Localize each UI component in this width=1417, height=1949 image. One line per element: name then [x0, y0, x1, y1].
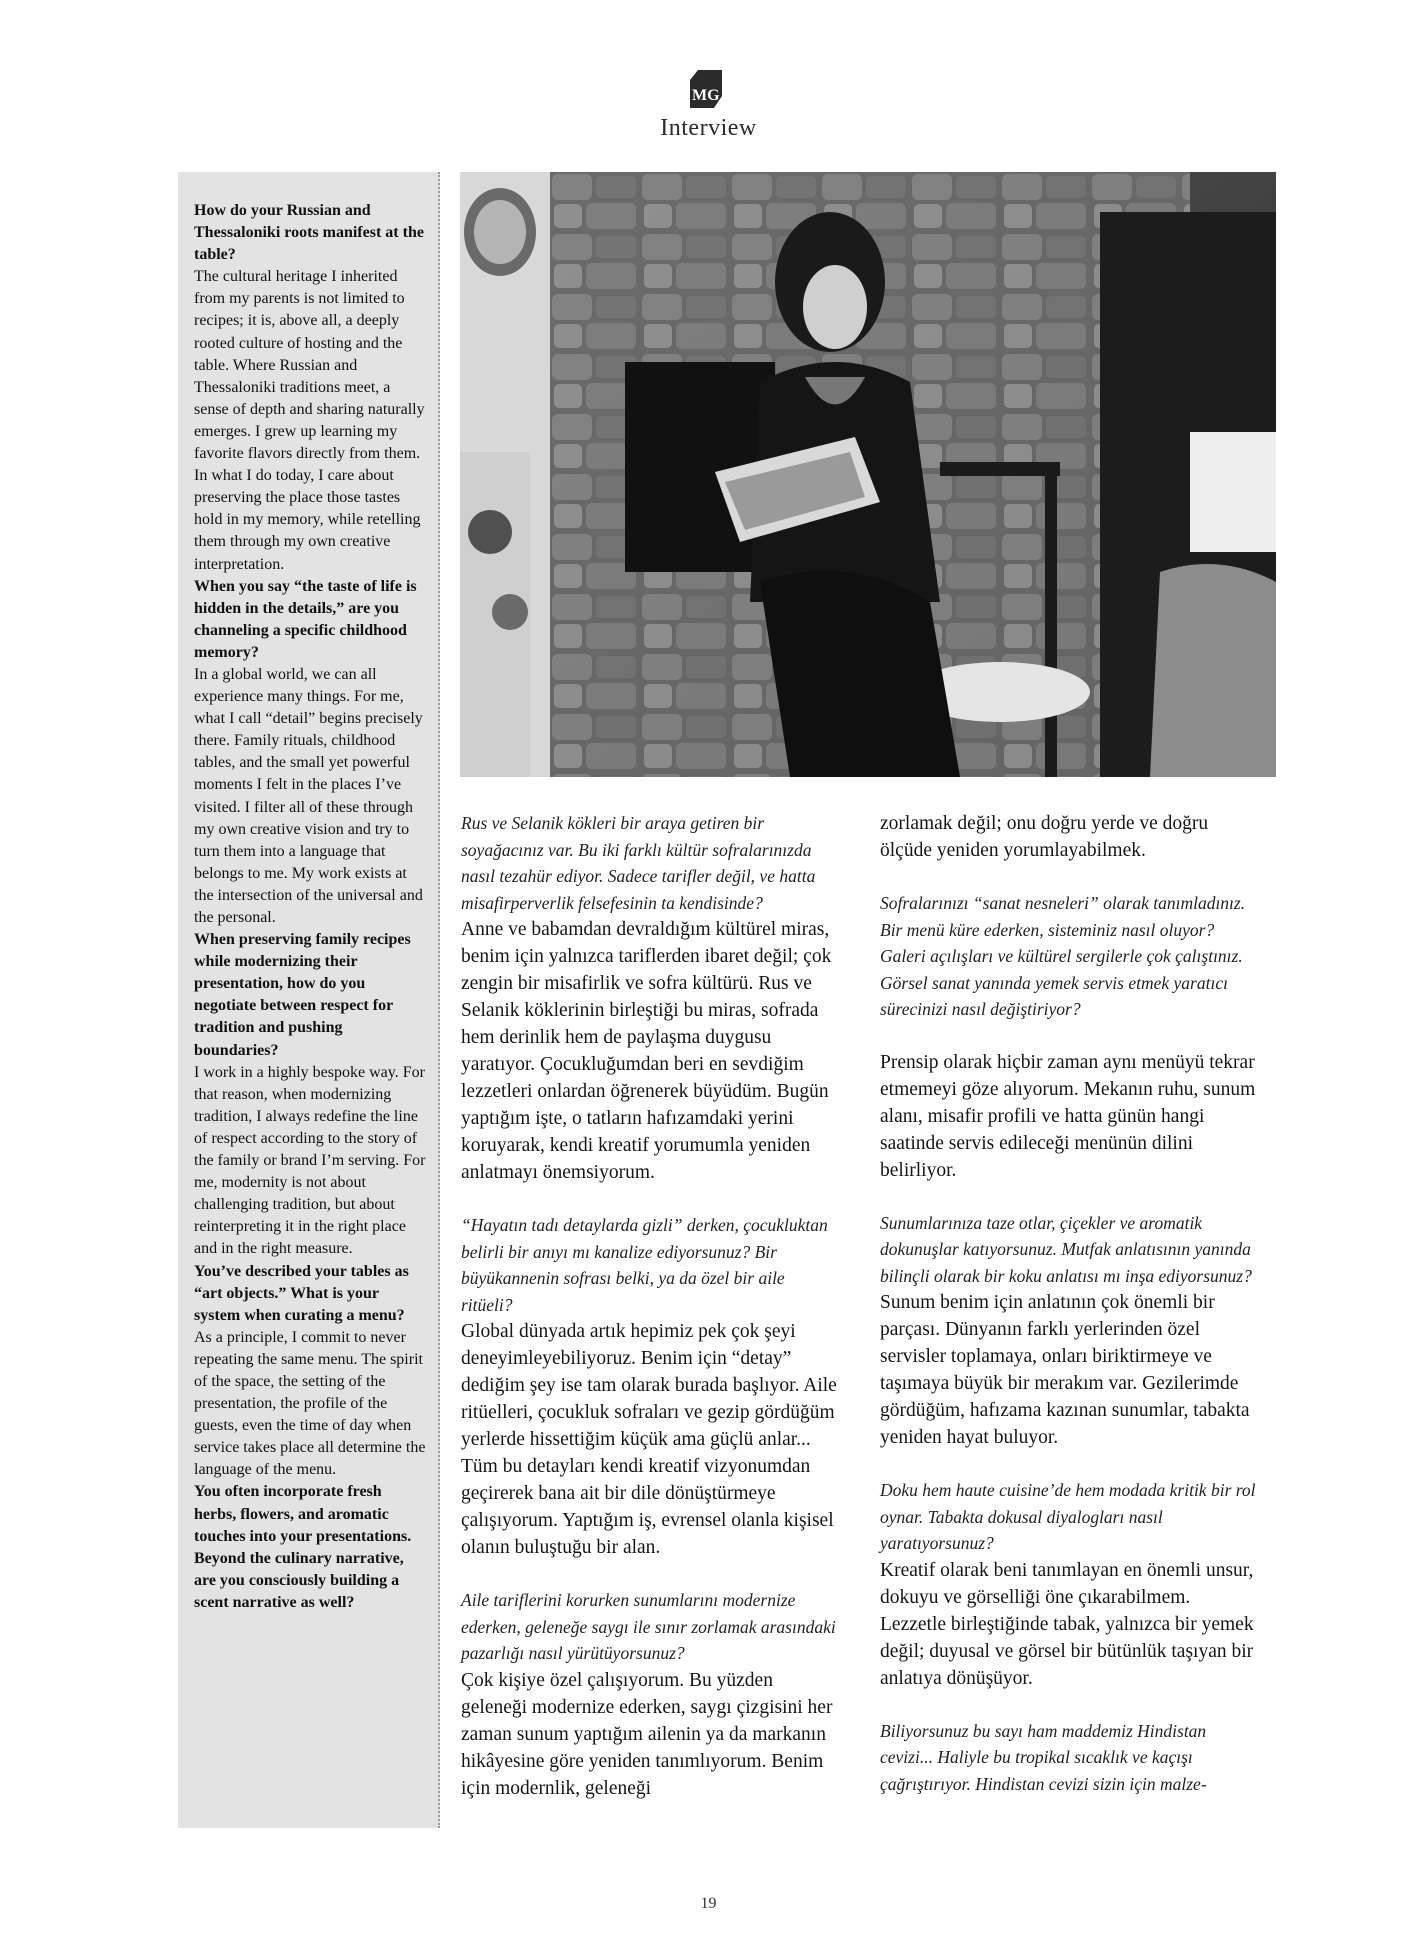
sidebar-answer: I work in a highly bespoke way. For that reason, when modernizing tradition, I always redefine the line of respect according to the story of the family or brand I’m serving. For me, modernity is not about challenging tradition, but about reinterpreting it in the right place and in the right measure.	[194, 1063, 426, 1258]
right-answer: zorlamak değil; onu doğru yerde ve doğru ölçüde yeniden yorumlayabilmek.	[880, 813, 1209, 861]
right-question: Biliyorsunuz bu sayı ham maddemiz Hindistan cevizi... Haliyle bu tropikal sıcaklık ve kaçışı çağrıştırıyor. Hindistan cevizi sizin için malze-	[880, 1720, 1207, 1794]
interview-photo	[460, 172, 1276, 777]
sidebar-answer: The cultural heritage I inherited from my parents is not limited to recipes; it is, above all, a deeply rooted culture of hosting and the table. Where Russian and Thessaloniki traditions meet, a sense of depth and sharing naturally emerges. I grew up learning my favorite flavors directly from them. In what I do today, I care about preserving the place those tastes hold in my memory, while retelling them through my own creative interpretation.	[194, 268, 425, 573]
left-answer: Anne ve babamdan devraldığım kültürel miras, benim için yalnızca tariflerden ibaret değil; çok zengin bir misafirlik ve sofra kültürü. Rus ve Selanik köklerinin birleştiği bu miras, sofrada hem derinlik hem de paylaşma duygusu yaratıyor. Çocukluğumdan beri en sevdiğim lezzetleri onlardan öğrenerek büyüdüm. Bugün yaptığım işte, o tatların hafızamdaki yerini koruyarak, kendi kreatif yorumumla yeniden anlatmayı önemsiyorum.	[461, 919, 832, 1183]
sidebar-question: When preserving family recipes while modernizing their presentation, how do you negotiate between respect for tradition and pushing boundaries?	[194, 931, 411, 1059]
spacer	[880, 864, 1258, 890]
left-question: Rus ve Selanik kökleri bir araya getiren bir soyağacınız var. Bu iki farklı kültür sofralarınızda nasıl tezahür ediyor. Sadece tarifler değil, ve hatta misafirperverlik felsefesinin ta kendisinde?	[461, 813, 816, 913]
right-question: Doku hem haute cuisine’de hem modada kritik bir rol oynar. Tabakta dokusal diyalogları nasıl yaratıyorsunuz?	[880, 1480, 1256, 1553]
turkish-column-right	[880, 810, 1258, 1797]
page-number: 19	[700, 1895, 717, 1912]
spacer	[880, 1184, 1258, 1210]
sidebar-question: When you say “the taste of life is hidden in the details,” are you channeling a specific childhood memory?	[194, 577, 417, 661]
right-answer: Sunum benim için anlatının çok önemli bir parçası. Dünyanın farklı yerlerinden özel servisler toplamaya, onları biriktirmeye ve taşımaya büyük bir merakım var. Gezilerimde gördüğüm, hafızama kazınan sunumlar, tabakta yeniden hayat buluyor.	[880, 1292, 1250, 1448]
section-title: Interview	[660, 115, 757, 141]
spacer	[461, 1186, 839, 1212]
page-header	[0, 70, 1417, 142]
left-question: “Hayatın tadı detaylarda gizli” derken, çocukluktan belirli bir anıyı mı kanalize ediyorsunuz? Bir büyükannenin sofrası belki, ya da özel bir aile ritüeli?	[461, 1215, 828, 1315]
spacer	[880, 1451, 1258, 1477]
english-sidebar	[178, 172, 440, 1828]
left-answer: Çok kişiye özel çalışıyorum. Bu yüzden geleneği modernize ederken, saygı çizgisini her zaman sunum yaptığım ailenin ya da markanın hikâyesine göre yeniden tanımlıyorum. Benim için modernlik, geleneği	[461, 1669, 833, 1799]
magazine-logo	[684, 70, 734, 108]
spacer	[461, 1561, 839, 1587]
spacer	[880, 1692, 1258, 1718]
left-answer: Global dünyada artık hepimiz pek çok şeyi deneyimleyebiliyoruz. Benim için “detay” dediğim şey ise tam olarak burada başlıyor. Aile ritüelleri, çocukluk sofraları ve gezip gördüğüm yerlerde hissettiğim küçük ama güçlü anlar... Tüm bu detayları kendi kreatif vizyonumdan geçirerek bana ait bir dile dönüştürmeye çalışıyorum. Yaptığım iş, evrensel olanla kişisel olanın buluştuğu bir alan.	[461, 1321, 837, 1558]
left-question: Aile tariflerini korurken sunumlarını modernize ederken, geleneğe saygı ile sınır zorlamak arasındaki pazarlığı nasıl yürütüyorsunuz?	[461, 1590, 836, 1663]
right-question: Sofralarınızı “sanat nesneleri” olarak tanımladınız. Bir menü küre ederken, sisteminiz nasıl oluyor? Galeri açılışları ve kültürel sergilerle çok çalıştınız. Görsel sanat yanında yemek servis etmek yaratıcı sürecinizi nasıl değiştiriyor?	[880, 893, 1246, 1019]
right-answer: Kreatif olarak beni tanımlayan en önemli unsur, dokuyu ve görselliği öne çıkarabilmem. Lezzetle birleştiğinde tabak, yalnızca bir yemek değil; duyusal ve görsel bir bütünlük taşıyan bir anlatıya dönüşüyor.	[880, 1559, 1254, 1689]
logo-text: MG	[691, 87, 720, 104]
sidebar-question: You’ve described your tables as “art objects.” What is your system when curating a menu?	[194, 1262, 409, 1324]
sidebar-answer: In a global world, we can all experience many things. For me, what I call “detail” begins precisely there. Family rituals, childhood tables, and the small yet powerful moments I felt in the places I’ve visited. I filter all of these through my own creative vision and try to turn them into a language that belongs to me. My work exists at the intersection of the universal and the personal.	[194, 665, 423, 926]
sidebar-answer: As a principle, I commit to never repeating the same menu. The spirit of the space, the setting of the presentation, the profile of the guests, even the time of day when service takes place all determine the language of the menu.	[194, 1328, 426, 1479]
sidebar-question: You often incorporate fresh herbs, flowers, and aromatic touches into your presentations. Beyond the culinary narrative, are you consciously building a scent narrative as well?	[194, 1483, 412, 1611]
turkish-column-left	[461, 810, 839, 1802]
right-answer: Prensip olarak hiçbir zaman aynı menüyü tekrar etmemeyi göze alıyorum. Mekanın ruhu, sunum alanı, misafir profili ve hatta günün hangi saatinde servis edileceği menünün dilini belirliyor.	[880, 1051, 1256, 1181]
spacer	[880, 1023, 1258, 1049]
right-question: Sunumlarınıza taze otlar, çiçekler ve aromatik dokunuşlar katıyorsunuz. Mutfak anlatısının yanında bilinçli olarak bir koku anlatısı mı inşa ediyorsunuz?	[880, 1212, 1252, 1286]
sidebar-question: How do your Russian and Thessaloniki roots manifest at the table?	[194, 202, 424, 264]
